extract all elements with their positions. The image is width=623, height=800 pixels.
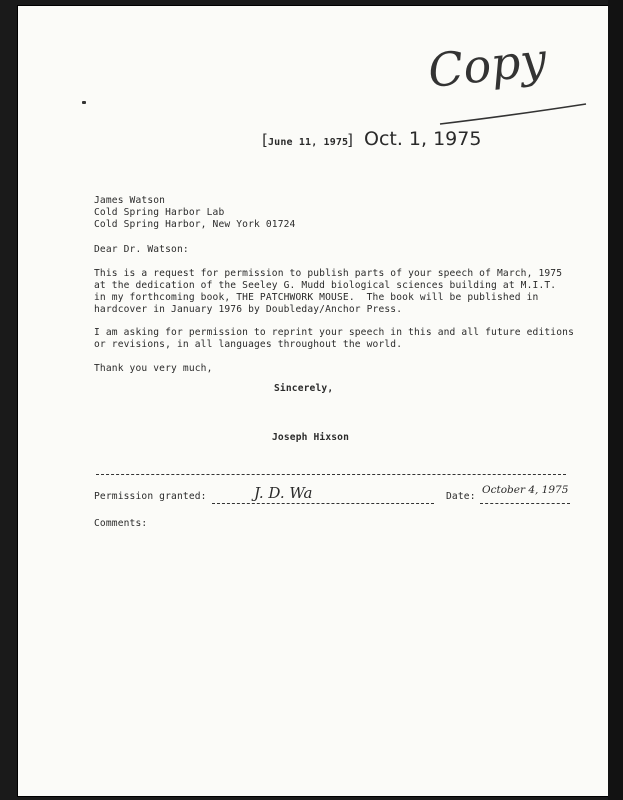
permission-label: Permission granted: — [94, 491, 207, 502]
body-line: I am asking for permission to reprint your speech in this and all future editions — [94, 327, 574, 338]
comments-label: Comments: — [94, 518, 148, 529]
typed-date: June 11, 1975 — [268, 137, 349, 148]
date-open-bracket: [ — [260, 131, 270, 149]
signatory-name: Joseph Hixson — [272, 432, 350, 443]
body-line: or revisions, in all languages throughout the world. — [94, 339, 403, 350]
page-edge — [608, 0, 623, 800]
date-line — [480, 503, 570, 504]
date-label: Date: — [446, 491, 476, 502]
body-line: This is a request for permission to publish parts of your speech of March, 1975 — [94, 268, 563, 279]
permission-date: October 4, 1975 — [482, 484, 569, 496]
recipient-name: James Watson — [94, 195, 166, 206]
copy-mark: Copy — [425, 31, 549, 99]
date-close-bracket: ] — [346, 131, 356, 149]
recipient-address: Cold Spring Harbor, New York 01724 — [94, 219, 296, 230]
punch-mark — [82, 101, 86, 104]
signature-line — [212, 503, 434, 504]
salutation: Dear Dr. Watson: — [94, 244, 189, 255]
permission-signature: J. D. Wa — [254, 484, 313, 502]
closing-sincerely: Sincerely, — [274, 383, 334, 394]
tear-line-divider — [96, 474, 566, 475]
body-line: hardcover in January 1976 by Doubleday/Anchor Press. — [94, 304, 403, 315]
body-line: in my forthcoming book, THE PATCHWORK MOUSE. The book will be published in — [94, 292, 539, 303]
body-line: at the dedication of the Seeley G. Mudd biological sciences building at M.I.T. — [94, 280, 557, 291]
thanks-line: Thank you very much, — [94, 363, 213, 374]
handwritten-date: Oct. 1, 1975 — [364, 128, 482, 150]
recipient-org: Cold Spring Harbor Lab — [94, 207, 225, 218]
